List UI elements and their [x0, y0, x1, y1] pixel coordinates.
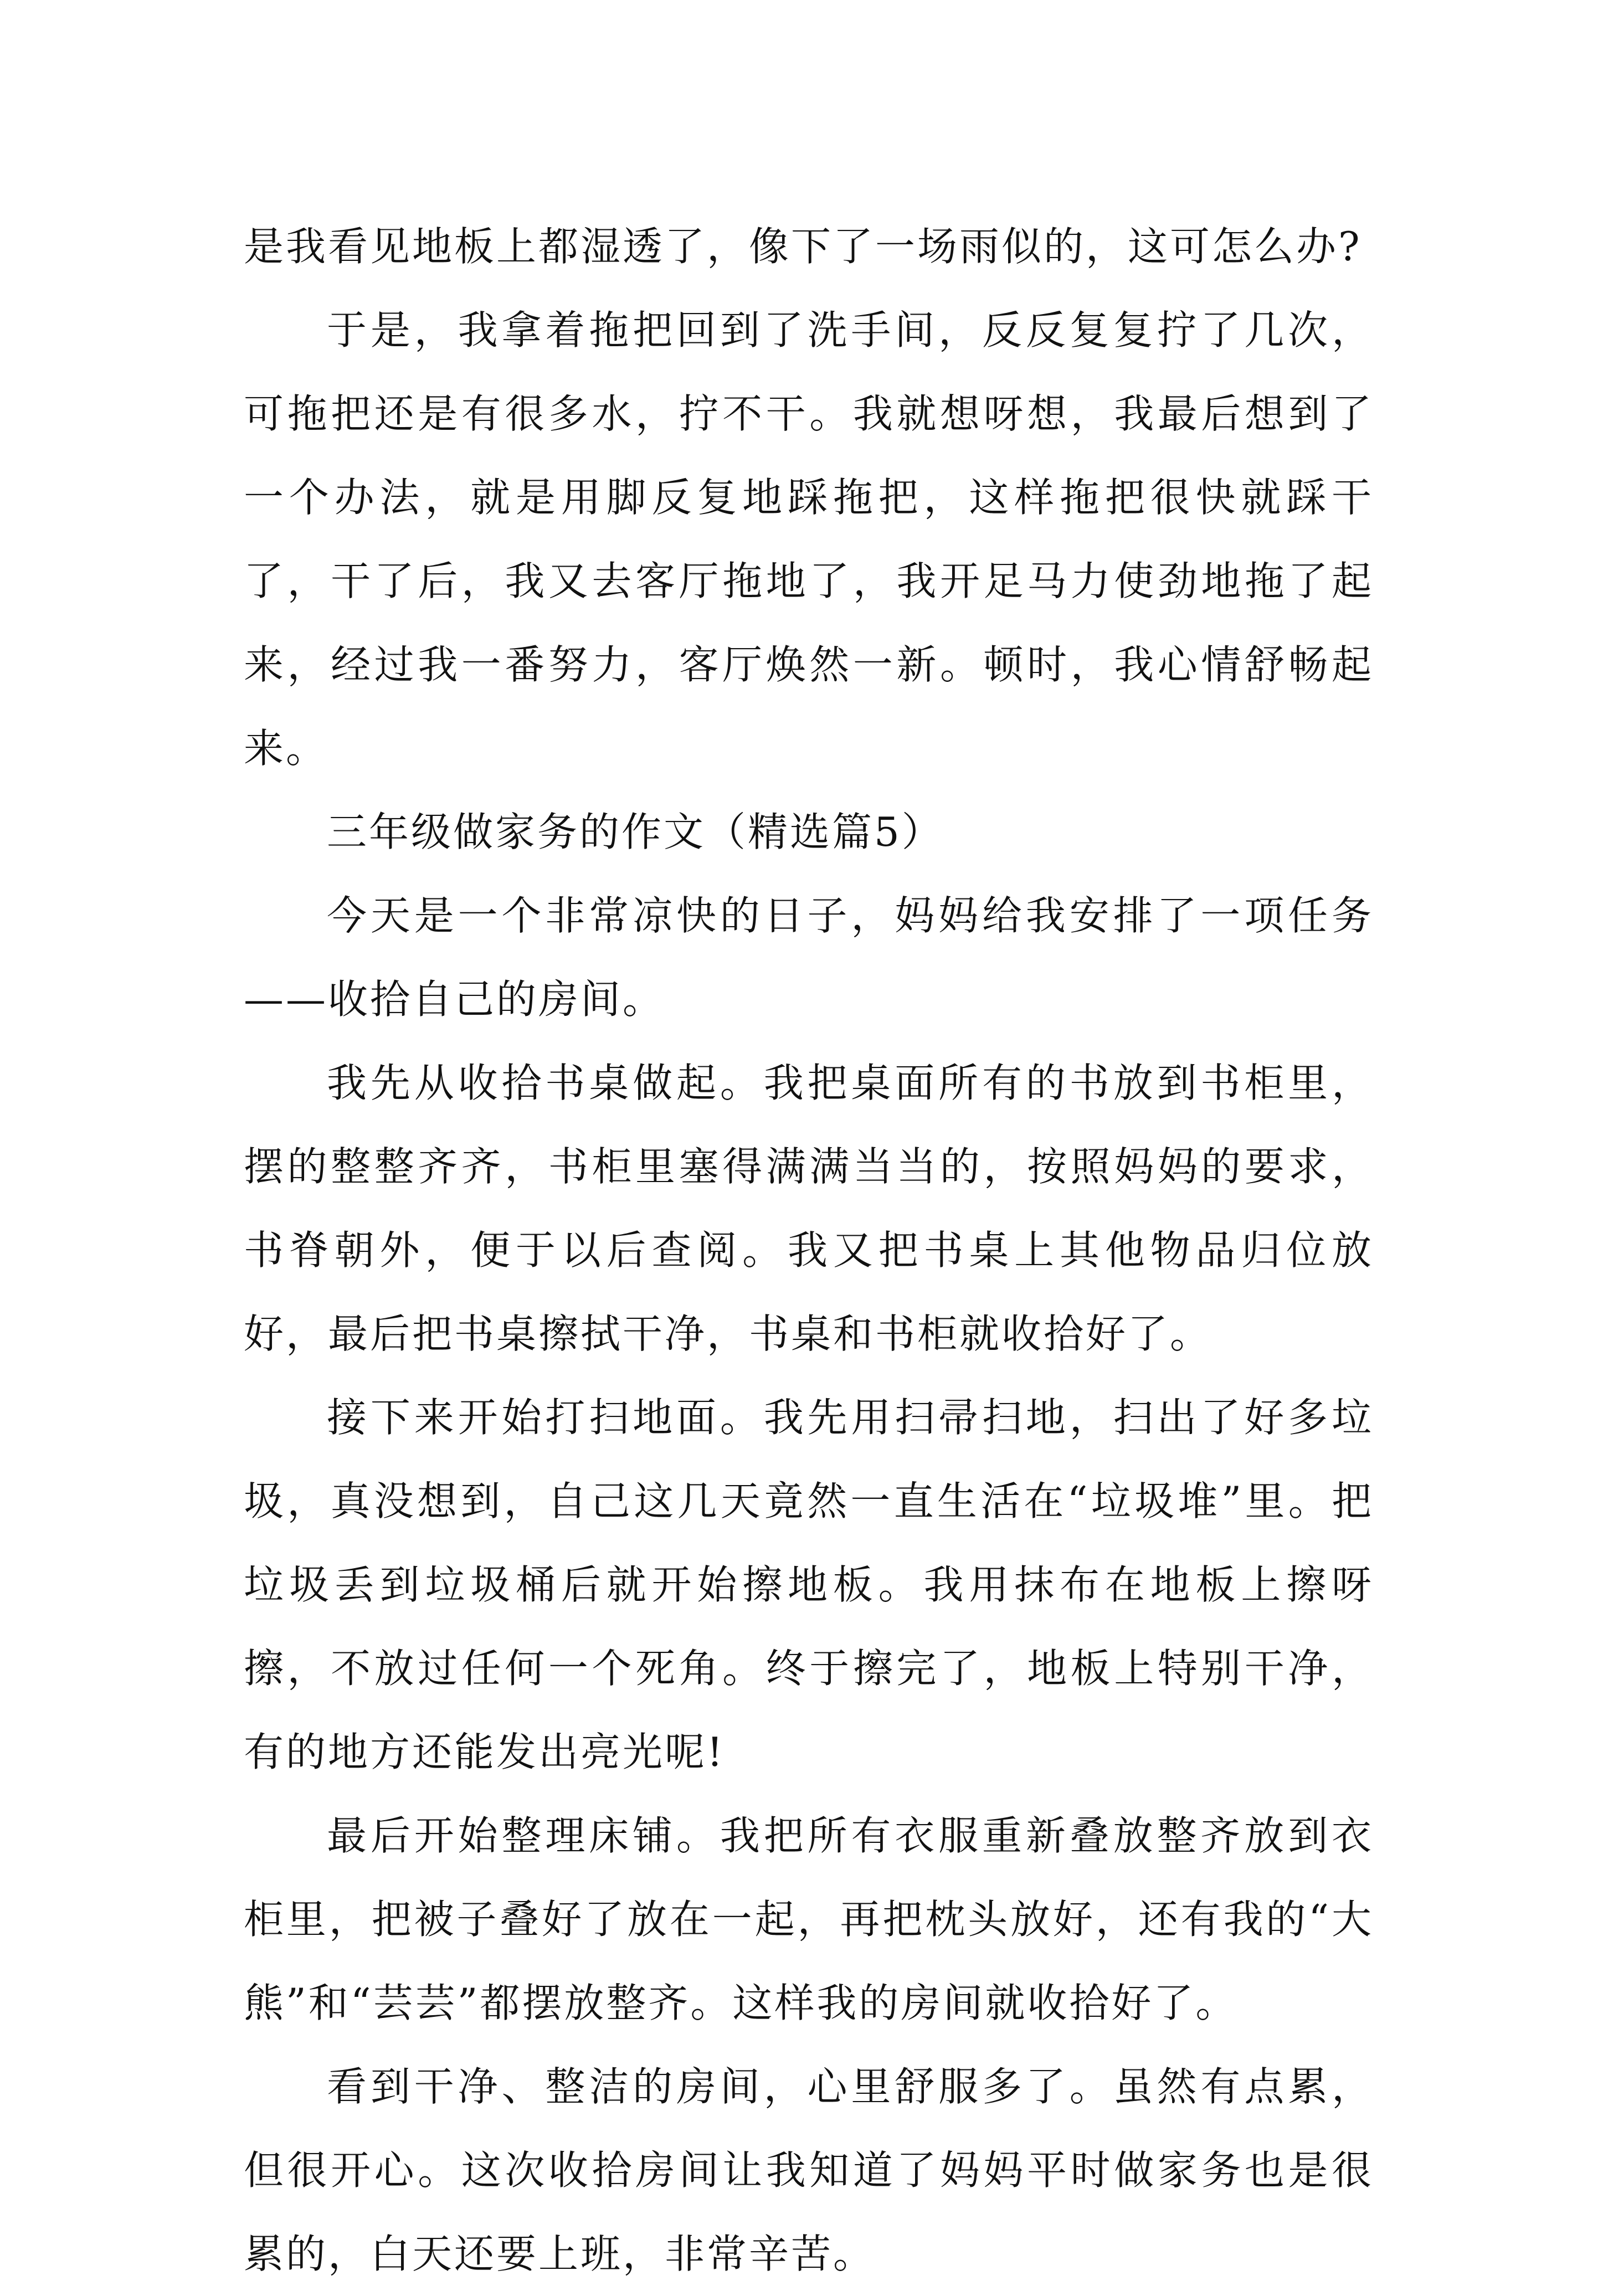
paragraph-1: 是我看见地板上都湿透了，像下了一场雨似的，这可怎么办? — [244, 223, 1362, 270]
document-body — [244, 205, 1374, 2296]
paragraph-5: 接下来开始打扫地面。我先用扫帚扫地，扫出了好多垃圾，真没想到，自己这几天竟然一直生活在“垃圾堆”里。把垃圾丢到垃圾桶后就开始擦地板。我用抹布在地板上擦呀擦，不放过任何一个死角。终于擦完了，地板上特别干净，有的地方还能发出亮光呢! — [244, 1394, 1374, 1775]
paragraph-6: 最后开始整理床铺。我把所有衣服重新叠放整齐放到衣柜里，把被子叠好了放在一起，再把枕头放好，还有我的“大熊”和“芸芸”都摆放整齐。这样我的房间就收拾好了。 — [244, 1812, 1374, 2026]
paragraph-2: 于是，我拿着拖把回到了洗手间，反反复复拧了几次，可拖把还是有很多水，拧不干。我就想呀想，我最后想到了一个办法，就是用脚反复地踩拖把，这样拖把很快就踩干了，干了后，我又去客厅拖地了，我开足马力使劲地拖了起来，经过我一番努力，客厅焕然一新。顿时，我心情舒畅起来。 — [244, 307, 1374, 772]
paragraph-3: 今天是一个非常凉快的日子，妈妈给我安排了一项任务——收拾自己的房间。 — [244, 892, 1374, 1023]
paragraph-7: 看到干净、整洁的房间，心里舒服多了。虽然有点累，但很开心。这次收拾房间让我知道了妈妈平时做家务也是很累的，白天还要上班，非常辛苦。 — [244, 2063, 1374, 2277]
paragraph-4: 我先从收拾书桌做起。我把桌面所有的书放到书柜里，摆的整整齐齐，书柜里塞得满满当当的，按照妈妈的要求，书脊朝外，便于以后查阅。我又把书桌上其他物品归位放好，最后把书桌擦拭干净，书桌和书柜就收拾好了。 — [244, 1060, 1374, 1357]
section-heading: 三年级做家务的作文（精选篇5） — [327, 809, 944, 855]
